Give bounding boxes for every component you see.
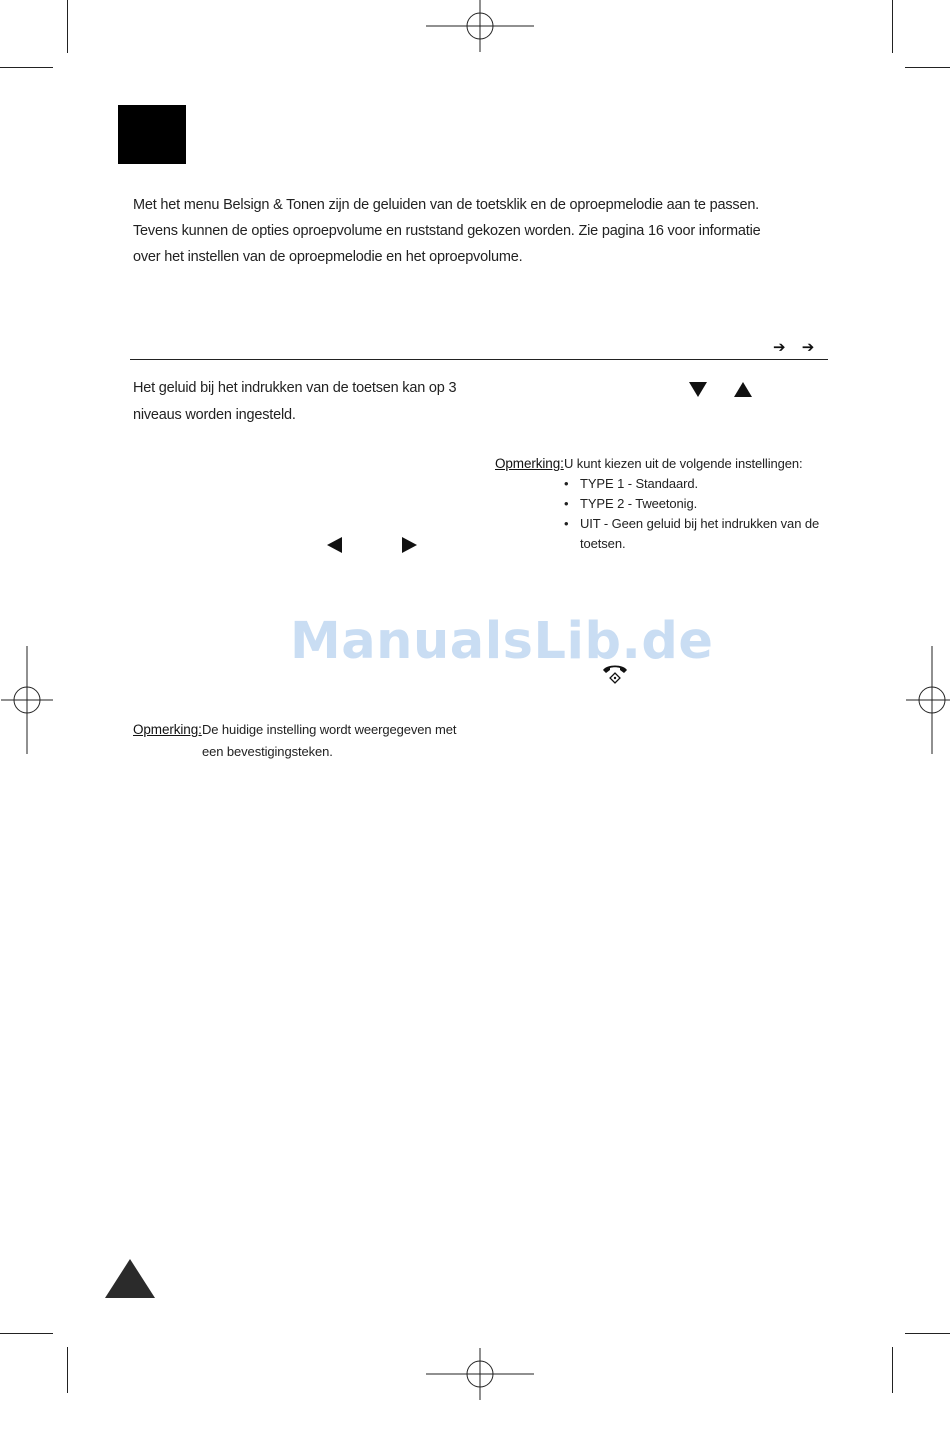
registration-mark-bottom-icon: [420, 1314, 540, 1434]
note-line-2: een bevestigingsteken.: [202, 744, 333, 759]
page-marker-triangle-icon: [105, 1259, 155, 1298]
chapter-marker-box: [118, 105, 186, 164]
note-line-1: De huidige instelling wordt weergegeven met: [202, 722, 457, 737]
menu-path-arrows: ➔ ➔: [773, 339, 821, 356]
triangle-up-icon: [734, 382, 752, 397]
end-call-phone-icon: [601, 662, 629, 686]
trim-mark-top-left-vertical: [67, 0, 68, 53]
list-item: • UIT - Geen geluid bij het indrukken van de toetsen.: [564, 514, 834, 554]
intro-line-1: Met het menu Belsign & Tonen zijn de geluiden van de toetsklik en de oproepmelodie aan te passen.: [133, 197, 760, 213]
triangle-left-icon: [327, 537, 342, 553]
intro-line-3: over het instellen van de oproepmelodie en het oproepvolume.: [133, 249, 523, 265]
registration-mark-top-icon: [420, 0, 540, 86]
trim-mark-bottom-right-vertical: [892, 1347, 893, 1393]
watermark: ManualsLib.de: [290, 612, 714, 671]
note-intro: U kunt kiezen uit de volgende instellingen:: [564, 456, 803, 471]
triangle-down-icon: [689, 382, 707, 397]
trim-mark-bottom-right-horizontal: [905, 1333, 950, 1334]
intro-paragraph: [133, 192, 773, 270]
note-body: [202, 719, 472, 763]
trim-mark-top-left-horizontal: [0, 67, 53, 68]
section-description: [133, 375, 473, 429]
section-divider: [130, 359, 828, 360]
triangle-right-icon: [402, 537, 417, 553]
intro-line-2: Tevens kunnen de opties oproepvolume en ruststand gekozen worden. Zie pagina 16 voor informatie: [133, 223, 761, 239]
trim-mark-top-right-horizontal: [905, 67, 950, 68]
list-item: • TYPE 1 - Standaard.: [564, 474, 834, 494]
trim-mark-bottom-left-horizontal: [0, 1333, 53, 1334]
registration-mark-right-icon: [872, 640, 950, 760]
note-label: Opmerking:: [133, 722, 202, 737]
list-item: • TYPE 2 - Tweetonig.: [564, 494, 834, 514]
trim-mark-bottom-left-vertical: [67, 1347, 68, 1393]
registration-mark-left-icon: [0, 640, 87, 760]
description-line-2: niveaus worden ingesteld.: [133, 407, 296, 423]
note-body: [564, 454, 834, 554]
note-label: Opmerking:: [495, 456, 564, 471]
options-list: [564, 474, 834, 554]
description-line-1: Het geluid bij het indrukken van de toetsen kan op 3: [133, 380, 457, 396]
trim-mark-top-right-vertical: [892, 0, 893, 53]
